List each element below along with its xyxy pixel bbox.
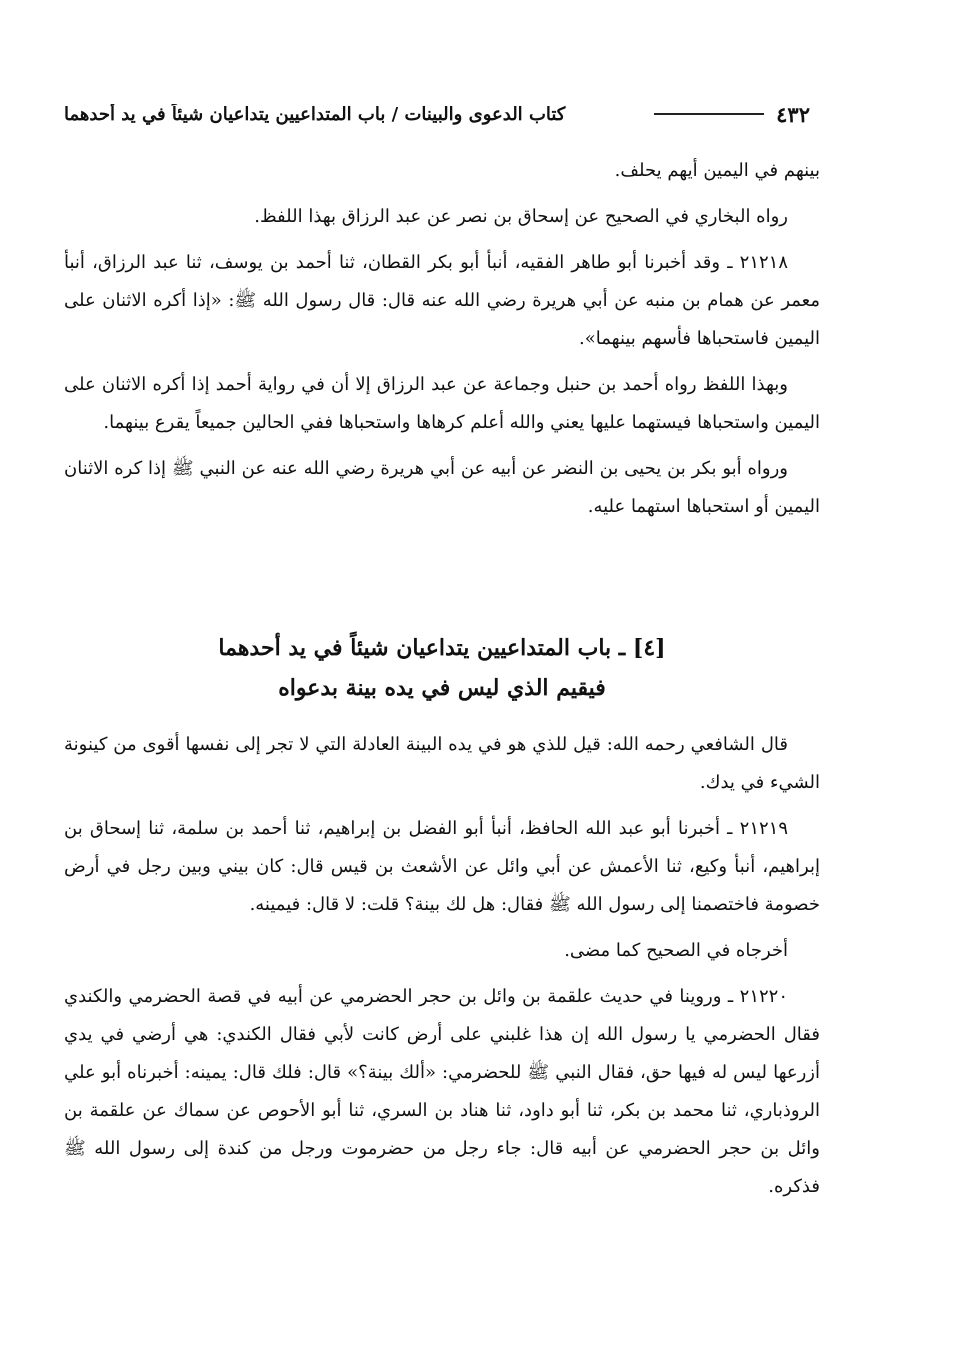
paragraph-shafii: قال الشافعي رحمه الله: قيل للذي هو في يده البينة العادلة التي لا تجر إلى نفسها أقوى من كينونة الشيء في يدك. <box>64 734 820 793</box>
paragraph-bukhari-note: رواه البخاري في الصحيح عن إسحاق بن نصر عن عبد الرزاق بهذا اللفظ. <box>254 206 788 227</box>
hadith-21219: ٢١٢١٩ ـ أخبرنا أبو عبد الله الحافظ، أنبأ أبو الفضل بن إبراهيم، ثنا أحمد بن سلمة، ثنا إسحاق بن إبراهيم، أنبأ وكيع، ثنا الأعمش عن أبي وائل عن الأشعث بن قيس قال: كان بيني وبين رجل في أرض خصومة فاختصمنا إلى رسول الله ﷺ فقال: هل لك بينة؟ قلت: لا قال: فيمينه. <box>64 818 820 915</box>
section-heading <box>64 628 820 708</box>
text-block-upper <box>64 152 820 526</box>
text-block-lower <box>64 726 820 1206</box>
hadith-21218: ٢١٢١٨ ـ وقد أخبرنا أبو طاهر الفقيه، أنبأ أبو بكر القطان، ثنا أحمد بن يوسف، ثنا عبد الرزاق، أنبأ معمر عن همام بن منبه عن أبي هريرة رضي الله عنه قال: قال رسول الله ﷺ: «إذا أكره الاثنان على اليمين فاستحباها فأسهم بينهما». <box>64 252 820 349</box>
running-header <box>64 96 810 132</box>
paragraph-ahmad-note: وبهذا اللفظ رواه أحمد بن حنبل وجماعة عن عبد الرزاق إلا أن في رواية أحمد إذا أكره الاثنان على اليمين واستحباها فيستهما عليها يعني والله أعلم كرهاها واستحباها ففي الحالين جميعاً يقرع بينهما. <box>64 374 820 433</box>
section-heading-line-1: [٤] ـ باب المتداعيين يتداعيان شيئاً في يد أحدهما <box>218 635 666 661</box>
section-heading-line-2: فيقيم الذي ليس في يده بينة بدعواه <box>278 675 606 701</box>
paragraph-abu-bakr-note: ورواه أبو بكر بن يحيى بن النضر عن أبيه عن أبي هريرة رضي الله عنه عن النبي ﷺ إذا كره الاثنان اليمين أو استحباها استهما عليه. <box>64 458 820 517</box>
running-title: كتاب الدعوى والبينات / باب المتداعيين يتداعيان شيئاً في يد أحدهما <box>64 103 566 125</box>
paragraph-continuation: بينهم في اليمين أيهم يحلف. <box>614 160 820 181</box>
header-rule <box>654 113 764 115</box>
page-number: ٤٣٢ <box>776 101 810 127</box>
hadith-21220: ٢١٢٢٠ ـ وروينا في حديث علقمة بن وائل بن حجر الحضرمي عن أبيه في قصة الحضرمي والكندي فقال الحضرمي يا رسول الله إن هذا غلبني على أرض كانت لأبي فقال الكندي: هي أرضي في يدي أزرعها ليس له فيها حق، فقال النبي ﷺ للحضرمي: «ألك بينة؟» قال: فلك قال: يمينه: أخبرناه أبو علي الروذباري، ثنا محمد بن بكر، ثنا أبو داود، ثنا هناد بن السري، ثنا أبو الأحوص عن سماك عن علقمة بن وائل بن حجر الحضرمي عن أبيه قال: جاء رجل من حضرموت ورجل من كندة إلى رسول الله ﷺ فذكره. <box>64 986 820 1197</box>
paragraph-sahih-note: أخرجاه في الصحيح كما مضى. <box>564 940 788 961</box>
